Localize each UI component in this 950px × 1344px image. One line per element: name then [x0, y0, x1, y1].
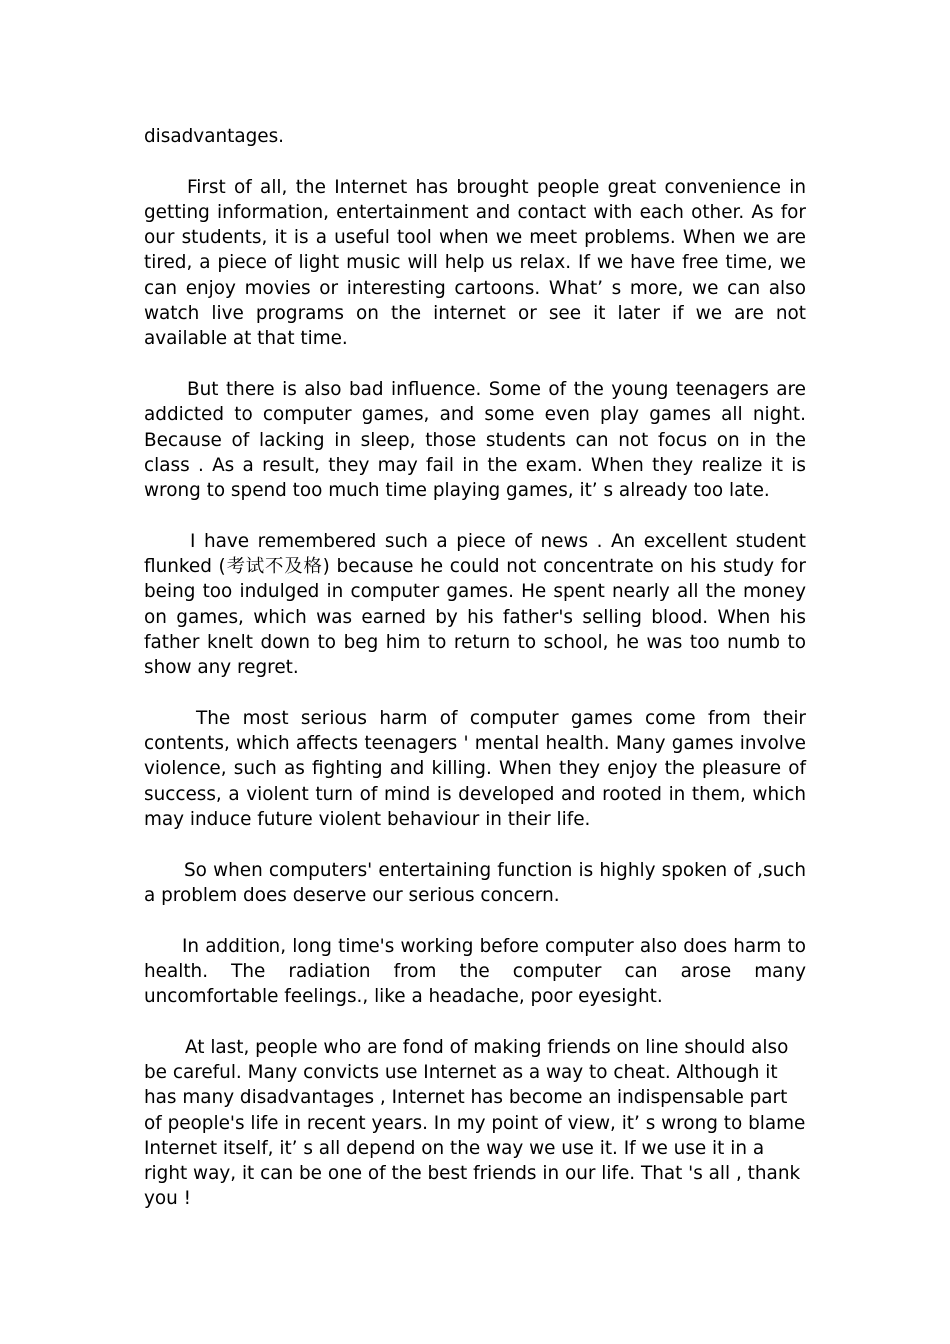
paragraph-conclusion: At last, people who are fond of making friends on line should also be careful. Many convicts use Internet as a way to cheat. Although it has many disadvantages , Internet has become an indispensable part of people's life in recent years. In my point of view, it’ s wrong to blame Internet itself, it’ s all depend on the way we use it. If we use it in a right way, it can be one of the best friends in our life. That 's all , thank you !	[144, 1036, 806, 1210]
paragraph-health: In addition, long time's working before computer also does harm to health. The radiation from the computer can arose many uncomfortable feelings., like a headache, poor eyesight.	[144, 935, 806, 1008]
paragraph-continuation: disadvantages.	[144, 126, 285, 147]
paragraph-serious-harm: The most serious harm of computer games come from their contents, which affects teenagers ' mental health. Many games involve violence, such as fighting and killing. When they enjoy the pleasure of success, a violent turn of mind is developed and rooted in them, which may induce future violent behaviour in their life.	[144, 707, 806, 831]
paragraph-bad-influence: But there is also bad influence. Some of the young teenagers are addicted to computer games, and some even play games all night. Because of lacking in sleep, those students can not focus on in the class . As a result, they may fail in the exam. When they realize it is wrong to spend too much time playing games, it’ s already too late.	[144, 378, 806, 502]
paragraph-convenience: First of all, the Internet has brought people great convenience in getting information, entertainment and contact with each other. As for our students, it is a useful tool when we meet problems. When we are tired, a piece of light music will help us relax. If we have free time, we can enjoy movies or interesting cartoons. What’ s more, we can also watch live programs on the internet or see it later if we are not available at that time.	[144, 176, 806, 350]
paragraph-news-story: I have remembered such a piece of news . An excellent student flunked (考试不及格) because he could not concentrate on his study for being too indulged in computer games. He spent nearly all the money on games, which was earned by his father's selling blood. When his father knelt down to beg him to return to school, he was too numb to show any regret.	[144, 530, 806, 679]
document-page	[144, 124, 806, 1237]
paragraph-concern: So when computers' entertaining function is highly spoken of ,such a problem does deserve our serious concern.	[144, 859, 806, 906]
